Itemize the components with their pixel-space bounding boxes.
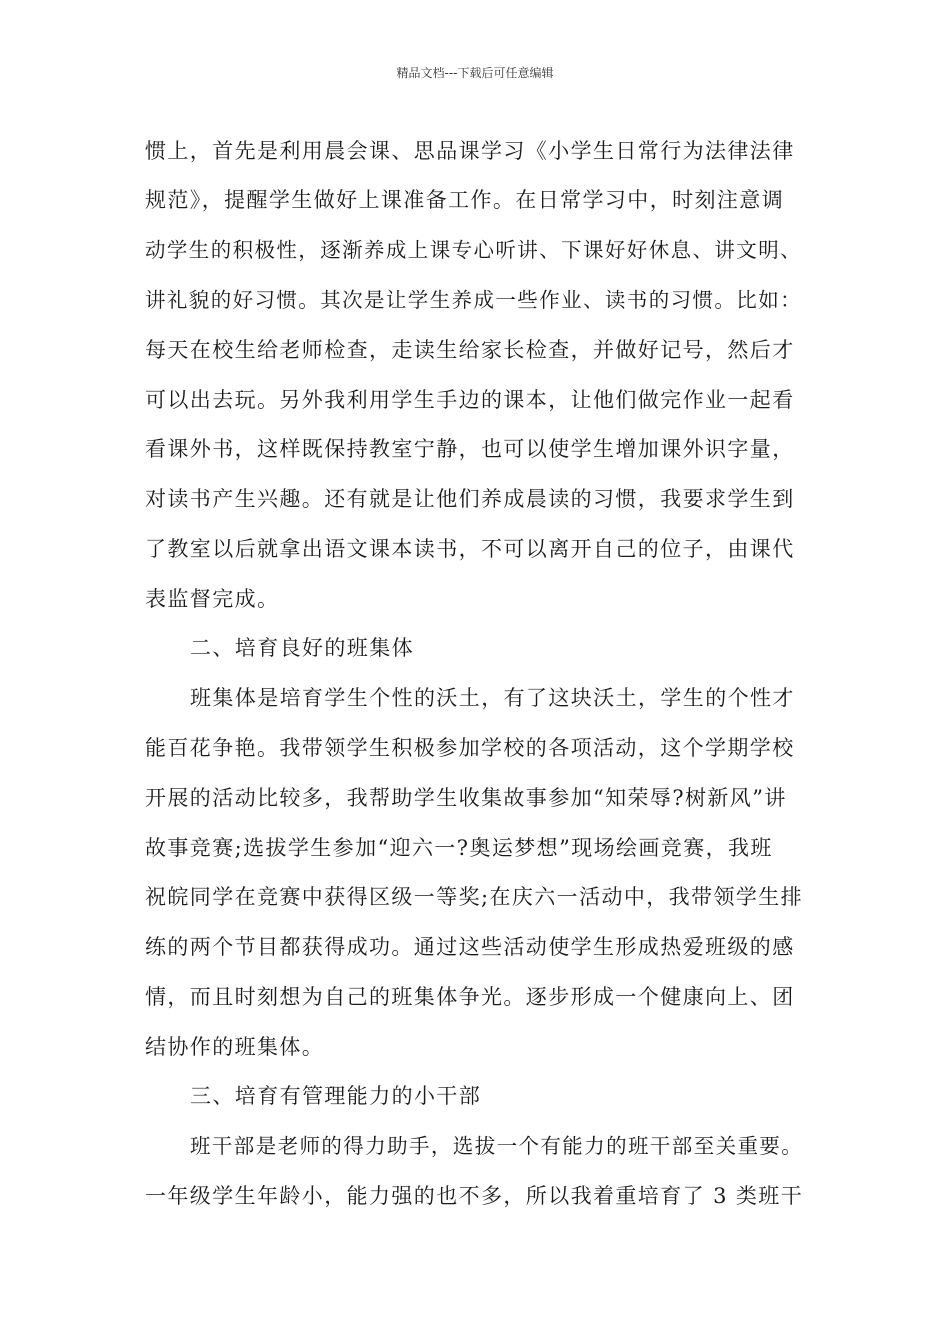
section-heading: 二、培育良好的班集体 xyxy=(190,636,414,660)
text-line: 班干部是老师的得力助手，选拔一个有能力的班干部至关重要。 xyxy=(190,1134,804,1158)
text-line: 规范》，提醒学生做好上课准备工作。在日常学习中，时刻注意调 xyxy=(145,188,785,212)
text-line: 祝皖同学在竞赛中获得区级一等奖;在庆六一活动中，我带领学生排 xyxy=(145,885,804,909)
text-line: 故事竞赛;选拔学生参加“迎六一?奥运梦想”现场绘画竞赛，我班 xyxy=(145,836,773,860)
text-line: 开展的活动比较多，我帮助学生收集故事参加“知荣辱?树新风”讲 xyxy=(145,786,787,810)
text-line: 表监督完成。 xyxy=(145,587,280,611)
text-line: 情，而且时刻想为自己的班集体争光。逐步形成一个健康向上、团 xyxy=(145,985,795,1009)
text-line: 可以出去玩。另外我利用学生手边的课本，让他们做完作业一起看 xyxy=(145,388,795,412)
text-line: 讲礼貌的好习惯。其次是让学生养成一些作业、读书的习惯。比如： xyxy=(145,288,802,312)
text-line: 动学生的积极性，逐渐养成上课专心听讲、下课好好休息、讲文明、 xyxy=(145,238,802,262)
text-line: 结协作的班集体。 xyxy=(145,1035,325,1059)
text-line: 班集体是培育学生个性的沃土，有了这块沃土，学生的个性才 xyxy=(190,686,795,710)
text-line: 能百花争艳。我带领学生积极参加学校的各项活动，这个学期学校 xyxy=(145,736,795,760)
text-line: 惯上，首先是利用晨会课、思品课学习《小学生日常行为法律法律 xyxy=(145,139,795,163)
text-line: 了教室以后就拿出语文课本读书，不可以离开自己的位子，由课代 xyxy=(145,537,795,561)
text-line: 每天在校生给老师检查，走读生给家长检查，并做好记号，然后才 xyxy=(145,338,795,362)
text-line: 看课外书，这样既保持教室宁静，也可以使学生增加课外识字量， xyxy=(145,437,795,461)
text-line: 练的两个节目都获得成功。通过这些活动使学生形成热爱班级的感 xyxy=(145,935,795,959)
text-line: 一年级学生年龄小，能力强的也不多，所以我着重培育了 3 类班干 xyxy=(145,1184,804,1208)
page-header: 精品文档---下载后可任意编辑 xyxy=(396,66,554,80)
section-heading: 三、培育有管理能力的小干部 xyxy=(190,1084,482,1108)
text-line: 对读书产生兴趣。还有就是让他们养成晨读的习惯，我要求学生到 xyxy=(145,487,795,511)
